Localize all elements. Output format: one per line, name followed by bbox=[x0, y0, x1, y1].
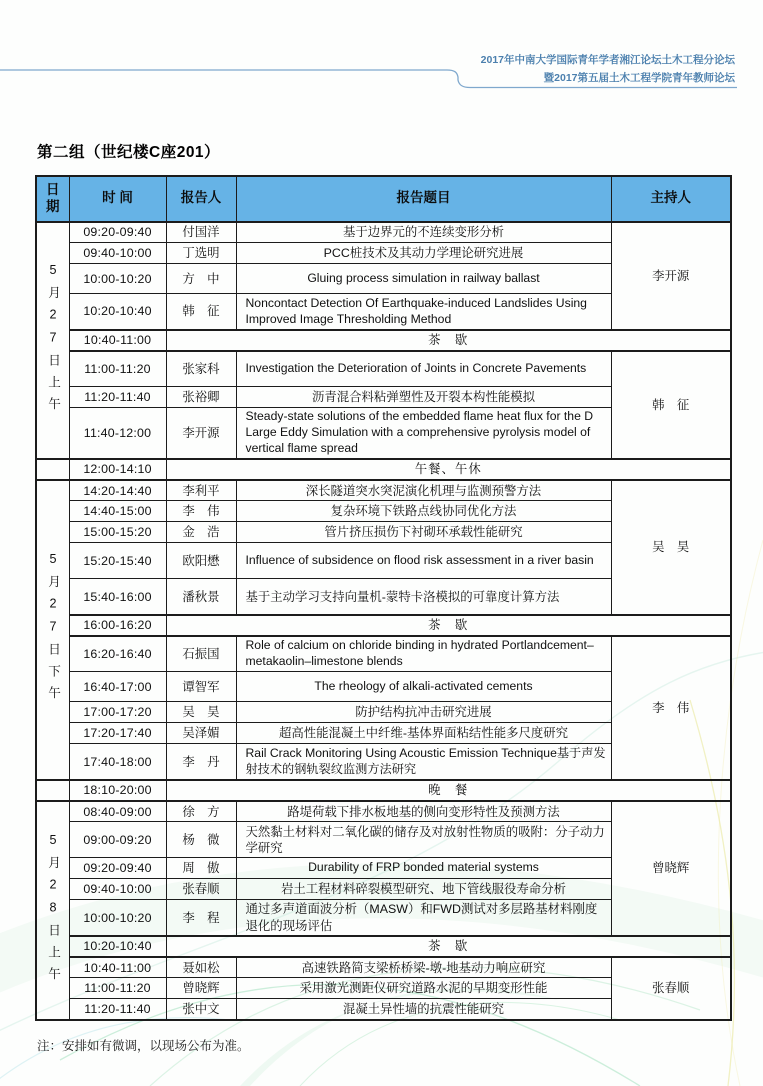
date-cell bbox=[36, 222, 69, 459]
col-header-host: 主持人 bbox=[611, 176, 731, 222]
table-row bbox=[36, 480, 731, 501]
time-cell: 11:00-11:20 bbox=[69, 978, 166, 999]
table-row bbox=[36, 351, 731, 387]
time-cell: 10:20-10:40 bbox=[69, 936, 166, 957]
speaker-cell: 周 傲 bbox=[166, 858, 236, 879]
speaker-cell: 曾晓辉 bbox=[166, 978, 236, 999]
date-cell bbox=[36, 480, 69, 780]
time-cell: 17:40-18:00 bbox=[69, 744, 166, 780]
time-cell: 11:20-11:40 bbox=[69, 999, 166, 1020]
speaker-cell: 李开源 bbox=[166, 408, 236, 459]
title-cell: Noncontact Detection Of Earthquake-induced Landslides Using Improved Image Thresholding Method bbox=[236, 294, 611, 330]
time-cell: 18:10-20:00 bbox=[69, 780, 166, 801]
speaker-cell: 付国洋 bbox=[166, 222, 236, 243]
speaker-cell: 谭智军 bbox=[166, 672, 236, 702]
time-cell: 10:20-10:40 bbox=[69, 294, 166, 330]
time-cell: 09:00-09:20 bbox=[69, 822, 166, 858]
speaker-cell: 张裕卿 bbox=[166, 387, 236, 408]
title-cell: 防护结构抗冲击研究进展 bbox=[236, 702, 611, 723]
title-cell: 管片挤压损伤下衬砌环承载性能研究 bbox=[236, 522, 611, 543]
lunch-row bbox=[36, 459, 731, 480]
document-header bbox=[0, 0, 763, 96]
speaker-cell: 张中文 bbox=[166, 999, 236, 1020]
title-cell: 深长隧道突水突泥演化机理与监测预警方法 bbox=[236, 480, 611, 501]
header-rule-line bbox=[0, 66, 763, 92]
break-row bbox=[36, 330, 731, 351]
host-cell: 曾晓辉 bbox=[611, 801, 731, 936]
break-row bbox=[36, 615, 731, 636]
break-cell: 茶 歇 bbox=[166, 936, 731, 957]
break-cell: 茶 歇 bbox=[166, 330, 731, 351]
title-cell: Role of calcium on chloride binding in hydrated Portlandcement–metakaolin–limestone blends bbox=[236, 636, 611, 672]
table-row bbox=[36, 222, 731, 243]
col-header-date: 日期 bbox=[36, 176, 69, 222]
speaker-cell: 张春顺 bbox=[166, 879, 236, 900]
speaker-cell: 李 伟 bbox=[166, 501, 236, 522]
speaker-cell: 方 中 bbox=[166, 264, 236, 294]
host-cell: 张春顺 bbox=[611, 957, 731, 1020]
time-cell: 10:40-11:00 bbox=[69, 957, 166, 978]
date-text: 5月28日上午 bbox=[46, 832, 61, 989]
host-cell: 李 伟 bbox=[611, 636, 731, 780]
title-cell: The rheology of alkali-activated cements bbox=[236, 672, 611, 702]
title-cell: 基于主动学习支持向量机-蒙特卡洛模拟的可靠度计算方法 bbox=[236, 579, 611, 615]
schedule-table bbox=[35, 175, 732, 1021]
time-cell: 15:20-15:40 bbox=[69, 543, 166, 579]
time-cell: 10:00-10:20 bbox=[69, 900, 166, 936]
date-cell bbox=[36, 801, 69, 1020]
title-cell: 混凝土异性墙的抗震性能研究 bbox=[236, 999, 611, 1020]
speaker-cell: 李 丹 bbox=[166, 744, 236, 780]
speaker-cell: 石振国 bbox=[166, 636, 236, 672]
dinner-row bbox=[36, 780, 731, 801]
title-cell: Durability of FRP bonded material systems bbox=[236, 858, 611, 879]
speaker-cell: 潘秋景 bbox=[166, 579, 236, 615]
title-cell: 复杂环境下铁路点线协同优化方法 bbox=[236, 501, 611, 522]
header-line2: 暨2017第五届土木工程学院青年教师论坛 bbox=[543, 72, 735, 84]
table-row bbox=[36, 957, 731, 978]
host-cell: 吴 昊 bbox=[611, 480, 731, 615]
speaker-cell: 丁选明 bbox=[166, 243, 236, 264]
speaker-cell: 徐 方 bbox=[166, 801, 236, 822]
speaker-cell: 欧阳懋 bbox=[166, 543, 236, 579]
time-cell: 16:20-16:40 bbox=[69, 636, 166, 672]
date-text: 5月27日下午 bbox=[46, 552, 61, 708]
title-cell: 基于边界元的不连续变形分析 bbox=[236, 222, 611, 243]
title-cell: 采用激光测距仪研究道路水泥的早期变形性能 bbox=[236, 978, 611, 999]
time-cell: 08:40-09:00 bbox=[69, 801, 166, 822]
break-cell: 晚 餐 bbox=[166, 780, 731, 801]
time-cell: 14:40-15:00 bbox=[69, 501, 166, 522]
title-cell: 天然黏土材料对二氧化碳的储存及对放射性物质的吸附：分子动力学研究 bbox=[236, 822, 611, 858]
title-cell: 通过多声道面波分析（MASW）和FWD测试对多层路基材料刚度退化的现场评估 bbox=[236, 900, 611, 936]
title-cell: 沥青混合料粘弹塑性及开裂本构性能模拟 bbox=[236, 387, 611, 408]
title-cell: 岩土工程材料碎裂模型研究、地下管线服役寿命分析 bbox=[236, 879, 611, 900]
section-title: 第二组（世纪楼C座201） bbox=[37, 144, 221, 161]
speaker-cell: 杨 微 bbox=[166, 822, 236, 858]
title-cell: 高速铁路简支梁桥桥梁-墩-地基动力响应研究 bbox=[236, 957, 611, 978]
time-cell: 14:20-14:40 bbox=[69, 480, 166, 501]
speaker-cell: 吴泽媚 bbox=[166, 723, 236, 744]
time-cell: 11:00-11:20 bbox=[69, 351, 166, 387]
host-cell: 李开源 bbox=[611, 222, 731, 330]
time-cell: 15:40-16:00 bbox=[69, 579, 166, 615]
time-cell: 17:20-17:40 bbox=[69, 723, 166, 744]
footnote: 注：安排如有微调，以现场公布为准。 bbox=[37, 1038, 250, 1053]
time-cell: 12:00-14:10 bbox=[69, 459, 166, 480]
speaker-cell: 聂如松 bbox=[166, 957, 236, 978]
title-cell: 路堤荷载下排水板地基的侧向变形特性及预测方法 bbox=[236, 801, 611, 822]
speaker-cell: 韩 征 bbox=[166, 294, 236, 330]
table-row bbox=[36, 636, 731, 672]
time-cell: 15:00-15:20 bbox=[69, 522, 166, 543]
time-cell: 17:00-17:20 bbox=[69, 702, 166, 723]
table-row bbox=[36, 801, 731, 822]
time-cell: 09:20-09:40 bbox=[69, 858, 166, 879]
speaker-cell: 李 程 bbox=[166, 900, 236, 936]
time-cell: 09:20-09:40 bbox=[69, 222, 166, 243]
time-cell: 16:40-17:00 bbox=[69, 672, 166, 702]
date-cell-empty bbox=[36, 780, 69, 801]
speaker-cell: 吴 昊 bbox=[166, 702, 236, 723]
speaker-cell: 李利平 bbox=[166, 480, 236, 501]
time-cell: 11:40-12:00 bbox=[69, 408, 166, 459]
col-header-speaker: 报告人 bbox=[166, 176, 236, 222]
time-cell: 09:40-10:00 bbox=[69, 879, 166, 900]
title-cell: Rail Crack Monitoring Using Acoustic Emission Technique基于声发射技术的钢轨裂纹监测方法研究 bbox=[236, 744, 611, 780]
speaker-cell: 张家科 bbox=[166, 351, 236, 387]
title-cell: Gluing process simulation in railway ballast bbox=[236, 264, 611, 294]
title-cell: Steady-state solutions of the embedded flame heat flux for the D Large Eddy Simulation with a comprehensive pyrolysis model of vertical flame spread bbox=[236, 408, 611, 459]
time-cell: 09:40-10:00 bbox=[69, 243, 166, 264]
break-row bbox=[36, 936, 731, 957]
date-cell-empty bbox=[36, 459, 69, 480]
col-header-time: 时 间 bbox=[69, 176, 166, 222]
speaker-cell: 金 浩 bbox=[166, 522, 236, 543]
title-cell: Investigation the Deterioration of Joints in Concrete Pavements bbox=[236, 351, 611, 387]
header-line1: 2017年中南大学国际青年学者湘江论坛土木工程分论坛 bbox=[480, 54, 735, 66]
col-header-title: 报告题目 bbox=[236, 176, 611, 222]
break-cell: 午餐、午休 bbox=[166, 459, 731, 480]
title-cell: 超高性能混凝土中纤维-基体界面粘结性能多尺度研究 bbox=[236, 723, 611, 744]
date-text: 5月27日上午 bbox=[46, 262, 61, 418]
time-cell: 10:40-11:00 bbox=[69, 330, 166, 351]
host-cell: 韩 征 bbox=[611, 351, 731, 459]
time-cell: 16:00-16:20 bbox=[69, 615, 166, 636]
time-cell: 10:00-10:20 bbox=[69, 264, 166, 294]
title-cell: PCC桩技术及其动力学理论研究进展 bbox=[236, 243, 611, 264]
title-cell: Influence of subsidence on flood risk assessment in a river basin bbox=[236, 543, 611, 579]
table-header-row bbox=[36, 176, 731, 222]
time-cell: 11:20-11:40 bbox=[69, 387, 166, 408]
break-cell: 茶 歇 bbox=[166, 615, 731, 636]
